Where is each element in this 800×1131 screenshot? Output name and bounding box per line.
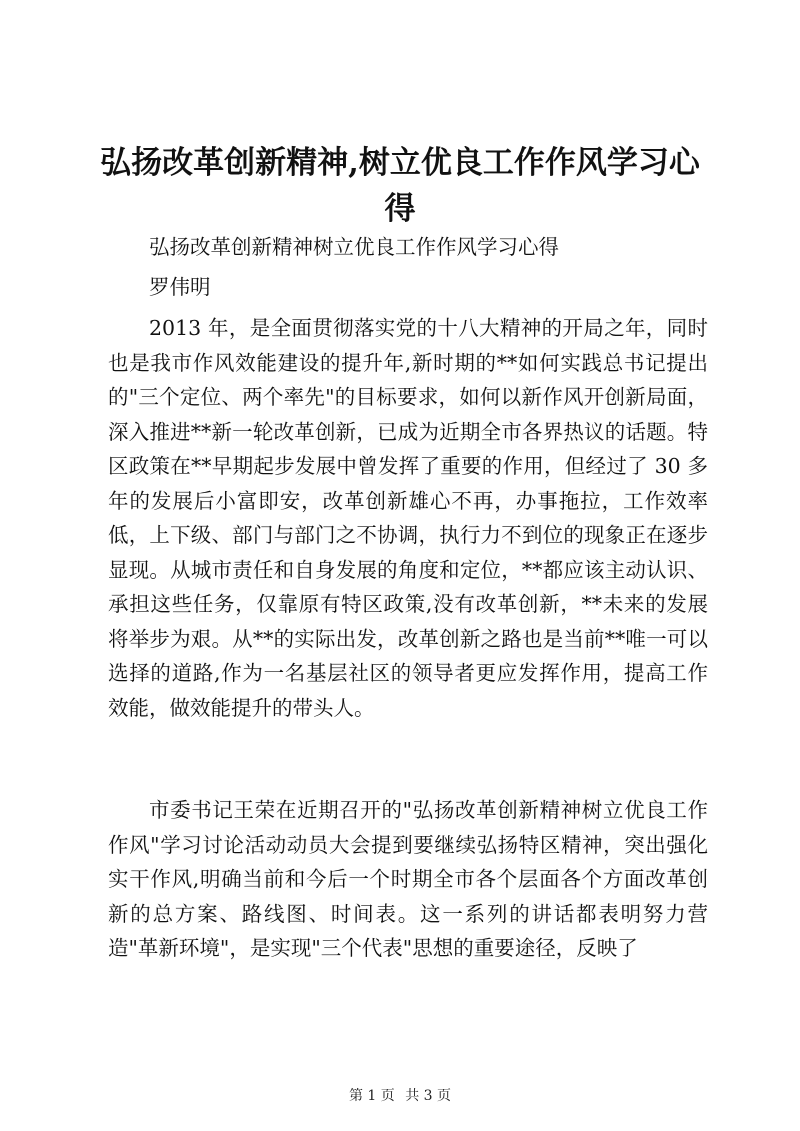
document-subtitle: 弘扬改革创新精神树立优良工作作风学习心得 xyxy=(149,235,559,259)
document-title: 弘扬改革创新精神,树立优良工作作风学习心得 xyxy=(100,145,700,227)
page-total: 共 3 页 xyxy=(405,1088,452,1104)
body-paragraph-2: 市委书记王荣在近期召开的"弘扬改革创新精神树立优良工作作风"学习讨论活动动员大会提到要继续弘扬特区精神，突出强化实干作风,明确当前和今后一个时期全市各个层面各个方面改革创新的总方案、路线图、时间表。这一系列的讲话都表明努力营造"革新环境"，是实现"三个代表"思想的重要途径，反映了 xyxy=(108,798,708,960)
page-footer xyxy=(0,1087,800,1105)
page-number: 第 1 页 xyxy=(348,1088,395,1104)
author-name: 罗伟明 xyxy=(149,275,211,299)
body-paragraph-1: 2013 年，是全面贯彻落实党的十八大精神的开局之年，同时也是我市作风效能建设的提升年,新时期的**如何实践总书记提出的"三个定位、两个率先"的目标要求，如何以新作风开创新局面，深入推进**新一轮改革创新，已成为近期全市各界热议的话题。特区政策在**早期起步发展中曾发挥了重要的作用，但经过了 30 多年的发展后小富即安，改革创新雄心不再，办事拖拉，工作效率低，上下级、部门与部门之不协调，执行力不到位的现象正在逐步显现。从城市责任和自身发展的角度和定位，**都应该主动认识、承担这些任务，仅靠原有特区政策,没有改革创新，**未来的发展将举步为艰。从**的实际出发，改革创新之路也是当前**唯一可以选择的道路,作为一名基层社区的领导者更应发挥作用，提高工作效能，做效能提升的带头人。 xyxy=(108,316,708,720)
